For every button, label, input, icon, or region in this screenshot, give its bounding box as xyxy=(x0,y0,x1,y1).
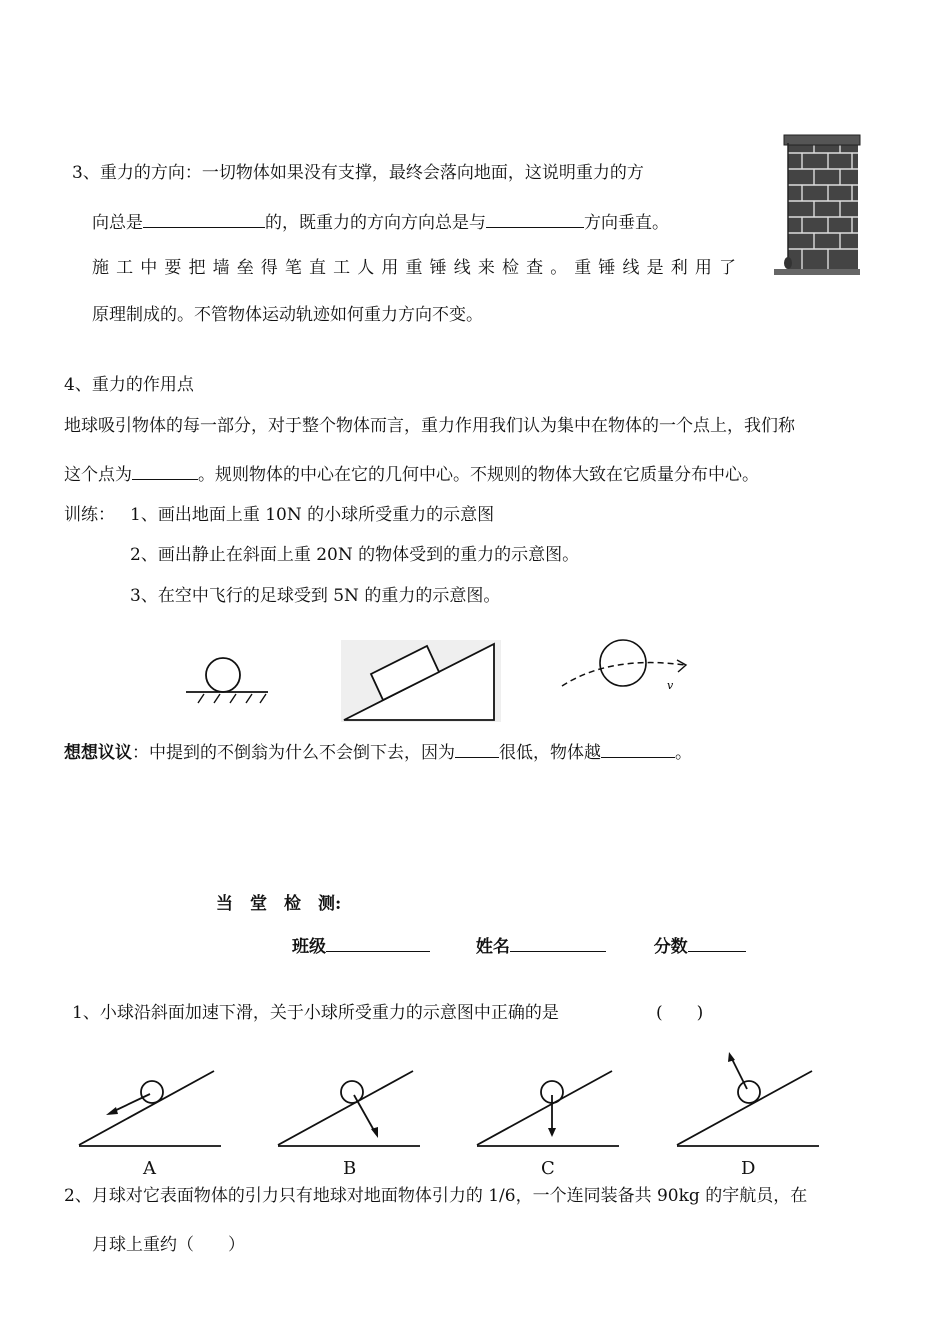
discuss-line xyxy=(64,743,692,762)
sec3-line3: 施工中要把墙垒得笔直工人用重锤线来检查。重锤线是利用了 xyxy=(92,258,736,278)
sec3-line1: 3、重力的方向：一切物体如果没有支撑，最终会落向地面，这说明重力的方 xyxy=(72,163,644,183)
blank-center-height[interactable] xyxy=(455,743,499,758)
test-title: 当 堂 检 测: xyxy=(216,894,342,914)
sec4-heading: 4、重力的作用点 xyxy=(64,375,194,395)
brick-wall-plumb-image xyxy=(774,133,860,275)
score-label: 分数 xyxy=(653,937,688,957)
sec4-line1: 地球吸引物体的每一部分，对于整个物体而言，重力作用我们认为集中在物体的一个点上，我们称 xyxy=(64,416,795,436)
sec3-line2-c: 方向垂直。 xyxy=(584,213,669,233)
q2-line2: 月球上重约（ ） xyxy=(92,1235,245,1255)
blank-center-of-gravity[interactable] xyxy=(132,465,198,480)
discuss-text-a: ：中提到的不倒翁为什么不会倒下去，因为 xyxy=(132,743,455,763)
sec3-line2-a: 向总是 xyxy=(92,213,143,233)
discuss-label: 想想议议 xyxy=(64,743,132,763)
class-label: 班级 xyxy=(292,937,326,957)
sec4-line2 xyxy=(64,465,759,484)
figure-ball-on-ground xyxy=(182,655,272,707)
q1-option-a-figure[interactable] xyxy=(76,1065,226,1155)
sec4-line2-a: 这个点为 xyxy=(64,465,132,485)
sec3-line2 xyxy=(92,213,669,232)
score-field[interactable] xyxy=(688,937,746,952)
name-label: 姓名 xyxy=(475,937,510,957)
q1-answer-paren[interactable]: ( ) xyxy=(656,1003,704,1023)
figure-ball-in-flight xyxy=(560,635,695,695)
velocity-label: v xyxy=(667,679,674,692)
blank-stability[interactable] xyxy=(601,743,675,758)
sec4-line2-b: 。规则物体的中心在它的几何中心。不规则的物体大致在它质量分布中心。 xyxy=(198,465,759,485)
discuss-text-c: 。 xyxy=(675,743,692,763)
training-item-3: 3、在空中飞行的足球受到 5N 的重力的示意图。 xyxy=(130,586,501,606)
test-info-row xyxy=(292,937,746,956)
q1-option-b[interactable]: B xyxy=(343,1158,357,1179)
figure-block-on-incline xyxy=(341,640,501,722)
q1-option-c-figure[interactable] xyxy=(474,1065,624,1155)
sec3-line2-b: 的，既重力的方向方向总是与 xyxy=(265,213,486,233)
training-label: 训练： xyxy=(64,505,115,525)
q1-option-d-figure[interactable] xyxy=(674,1045,824,1155)
training-item-2: 2、画出静止在斜面上重 20N 的物体受到的重力的示意图。 xyxy=(130,545,580,565)
q2-line1: 2、月球对它表面物体的引力只有地球对地面物体引力的 1/6，一个连同装备共 90kg 的宇航员，在 xyxy=(64,1186,808,1206)
blank-direction[interactable] xyxy=(143,213,265,228)
q1-text: 1、小球沿斜面加速下滑，关于小球所受重力的示意图中正确的是 xyxy=(72,1003,559,1023)
q1-option-a[interactable]: A xyxy=(143,1158,156,1179)
class-field[interactable] xyxy=(326,937,430,952)
blank-perpendicular[interactable] xyxy=(486,213,584,228)
training-item-1: 1、画出地面上重 10N 的小球所受重力的示意图 xyxy=(130,505,495,525)
q1-option-c[interactable]: C xyxy=(541,1158,555,1179)
sec3-line4: 原理制成的。不管物体运动轨迹如何重力方向不变。 xyxy=(92,305,483,325)
q1-option-b-figure[interactable] xyxy=(275,1065,425,1155)
discuss-text-b: 很低，物体越 xyxy=(499,743,601,763)
q1-option-d[interactable]: D xyxy=(741,1158,756,1179)
name-field[interactable] xyxy=(510,937,606,952)
